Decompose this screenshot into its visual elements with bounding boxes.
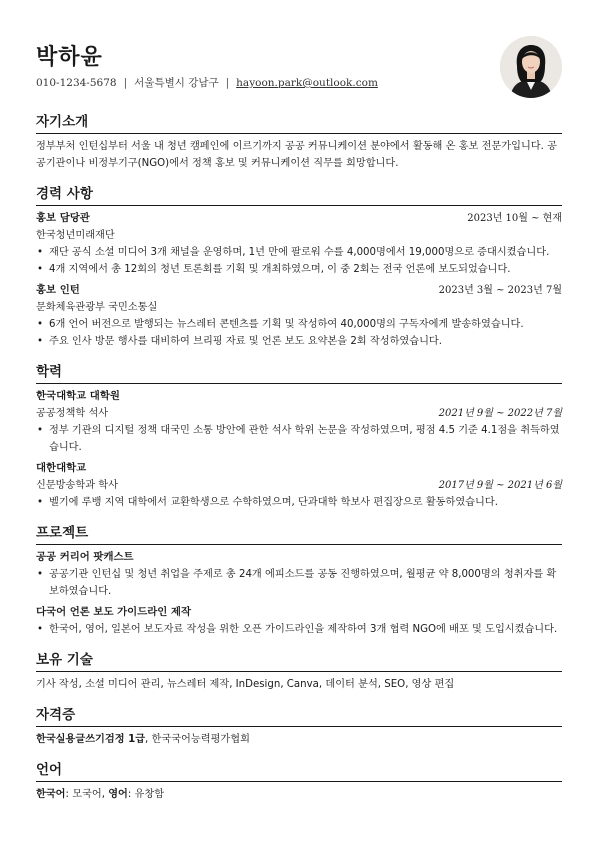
section-title: 경력 사항 [36, 182, 562, 206]
projects-section [36, 521, 562, 638]
degree: 신문방송학과 학사 [36, 480, 118, 491]
section-title: 자기소개 [36, 110, 562, 134]
project-name: 공공 커리어 팟캐스트 [36, 551, 134, 563]
certification-issuer: , 한국국어능력평가협회 [145, 734, 250, 745]
language-level: : 모국어, [65, 789, 109, 800]
project-entry [36, 549, 562, 600]
language-name: 한국어 [36, 789, 66, 800]
candidate-name: 박하윤 [36, 45, 103, 70]
degree: 공공정책학 석사 [36, 408, 109, 419]
certifications-section [36, 703, 562, 748]
separator: | [123, 77, 128, 89]
job-date: 2023년 10월 ~ 현재 [467, 213, 562, 224]
bullet-item: • 4개 지역에서 총 12회의 청년 토론회를 기획 및 개최하였으며, 이 중 2회는 전국 언론에 보도되었습니다. [36, 261, 562, 278]
summary-text: 정부부처 인턴십부터 서울 내 청년 캠페인에 이르기까지 공공 커뮤니케이션 분야에서 활동해 온 홍보 전문가입니다. 공공기관이나 비정부기구(NGO)에서 정책 홍보 및 커뮤니케이션 직무를 희망합니다. [36, 141, 557, 169]
education-entry [36, 460, 562, 511]
bullet-item: • 재단 공식 소셜 미디어 3개 채널을 운영하며, 1년 만에 팔로워 수를 4,000명에서 19,000명으로 증대시켰습니다. [36, 244, 562, 261]
languages-section [36, 758, 562, 803]
contact-line [36, 75, 378, 90]
skills-section [36, 648, 562, 693]
experience-section [36, 182, 562, 350]
summary-section [36, 110, 562, 172]
location: 서울특별시 강남구 [134, 77, 219, 89]
organization: 문화체육관광부 국민소통실 [36, 302, 158, 313]
bullet-item: • 한국어, 영어, 일본어 보도자료 작성을 위한 오픈 가이드라인을 제작하여 3개 협력 NGO에 배포 및 도입시켰습니다. [36, 621, 562, 638]
job-date: 2023년 3월 ~ 2023년 7월 [438, 285, 562, 296]
section-title: 언어 [36, 758, 562, 782]
education-entry [36, 388, 562, 456]
section-title: 학력 [36, 360, 562, 384]
education-section [36, 360, 562, 511]
section-title: 프로젝트 [36, 521, 562, 545]
certification-name: 한국실용글쓰기검정 1급 [36, 734, 146, 745]
profile-photo [500, 36, 562, 98]
job-title: 홍보 인턴 [36, 284, 80, 296]
experience-entry [36, 210, 562, 278]
school-name: 한국대학교 대학원 [36, 390, 120, 402]
project-entry [36, 604, 562, 638]
bullet-item: • 정부 기관의 디지털 정책 대국민 소통 방안에 관한 석사 학위 논문을 작성하였으며, 평점 4.5 기준 4.1점을 취득하였습니다. [36, 422, 562, 456]
school-name: 대한대학교 [36, 462, 87, 474]
email-link[interactable]: hayoon.park@outlook.com [236, 77, 378, 89]
language-name: 영어 [108, 789, 128, 800]
bullet-item: • 공공기관 인턴십 및 청년 취업을 주제로 총 24개 에피소드를 공동 진행하였으며, 월평균 약 8,000명의 청취자를 확보하였습니다. [36, 566, 562, 600]
section-title: 보유 기술 [36, 648, 562, 672]
experience-entry [36, 282, 562, 350]
section-title: 자격증 [36, 703, 562, 727]
certification-line [36, 731, 562, 748]
phone-number: 010-1234-5678 [36, 77, 117, 89]
bullet-item: • 6개 언어 버전으로 발행되는 뉴스레터 콘텐츠를 기획 및 작성하여 40,000명의 구독자에게 발송하였습니다. [36, 316, 562, 333]
education-date: 2017년 9월 ~ 2021년 6월 [438, 480, 562, 491]
languages-line [36, 786, 562, 803]
resume-header [36, 0, 562, 110]
organization: 한국청년미래재단 [36, 230, 115, 241]
job-title: 홍보 담당관 [36, 212, 90, 224]
skills-text: 기사 작성, 소셜 미디어 관리, 뉴스레터 제작, InDesign, Canva, 데이터 분석, SEO, 영상 편집 [36, 679, 455, 690]
language-level: : 유창함 [127, 789, 165, 800]
project-name: 다국어 언론 보도 가이드라인 제작 [36, 606, 191, 618]
bullet-item: • 주요 인사 방문 행사를 대비하여 브리핑 자료 및 언론 보도 요약본을 2회 작성하였습니다. [36, 333, 562, 350]
education-date: 2021년 9월 ~ 2022년 7월 [438, 408, 562, 419]
separator: | [225, 77, 230, 89]
bullet-item: • 벨기에 루뱅 지역 대학에서 교환학생으로 수학하였으며, 단과대학 학보사 편집장으로 활동하였습니다. [36, 494, 562, 511]
